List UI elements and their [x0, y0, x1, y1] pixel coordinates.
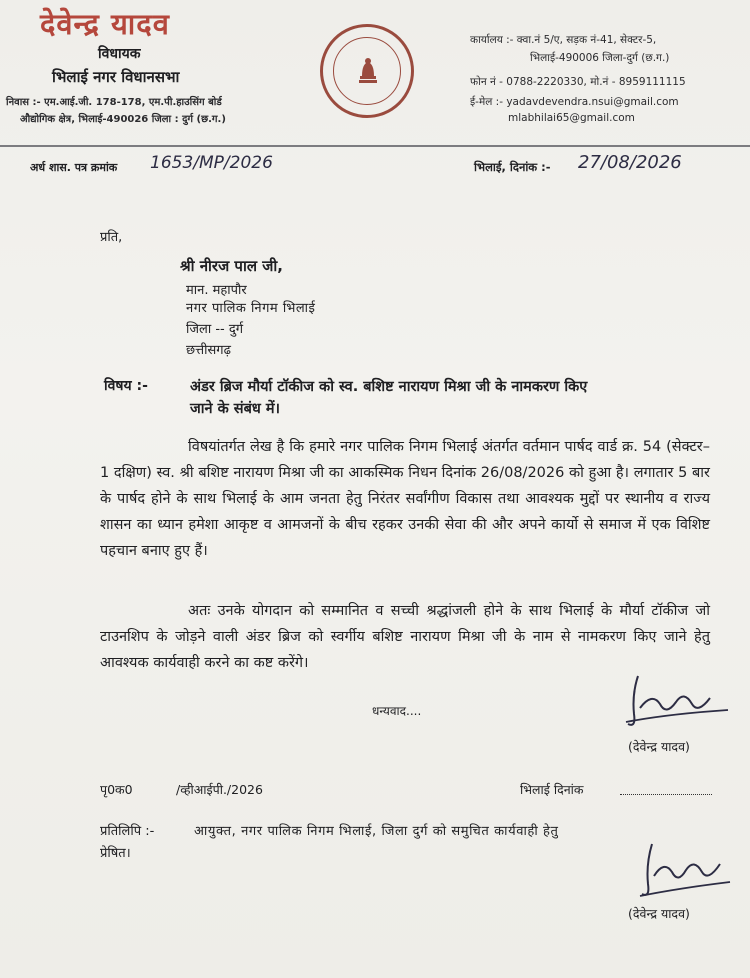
email-line2: mlabhilai65@gmail.com — [508, 112, 635, 124]
sender-name: देवेन्द्र यादव — [40, 7, 170, 41]
letterhead-divider — [0, 145, 750, 147]
copy-to-label: प्रतिलिपि :- — [100, 824, 155, 839]
subject-line2: जाने के संबंध में। — [190, 401, 281, 417]
date-blank-line — [620, 794, 712, 795]
sender-designation: विधायक — [98, 46, 141, 62]
recipient-state: छत्तीसगढ़ — [186, 343, 231, 358]
residence-address-line1: निवास :- एम.आई.जी. 178-178, एम.पी.हाउसिंग बोर्ड — [6, 97, 222, 108]
phone-line: फोन नं - 0788-2220330, मो.नं - 8959111115 — [470, 76, 686, 88]
endorsement-ref-value: /व्हीआईपी./2026 — [176, 782, 263, 797]
recipient-title: मान. महापौर — [186, 283, 247, 298]
body-paragraph-1: विषयांतर्गत लेख है कि हमारे नगर पालिक निगम भिलाई अंतर्गत वर्तमान पार्षद वार्ड क्र. 54 (सेक्टर–1 दक्षिण) स्व. श्री बशिष्ट नारायण मिश्रा जी का आकस्मिक निधन दिनांक 26/08/2026 को हुआ है। लगातार 5 बार के पार्षद होने के साथ भिलाई के आम जनता हेतु निरंतर सर्वांगीण विकास तथा आवश्यक मुद्दों पर स्थानीय व राज्य शासन का ध्यान हमेशा आकृष्ट व आमजनों के बीच रहकर उनकी सेवा की और अपने कार्यो से समाज में एक विशिष्ट पहचान बनाए हुए हैं। — [100, 439, 710, 559]
handwritten-signature-1 — [618, 664, 738, 734]
place-date-label: भिलाई, दिनांक :- — [474, 160, 551, 174]
lion-capital-icon — [356, 56, 380, 86]
subject-line1: अंडर ब्रिज मौर्या टॉकीज को स्व. बशिष्ट नारायण मिश्रा जी के नामकरण किए — [190, 379, 588, 395]
endorsement-ref-label: पृ0क0 — [100, 782, 133, 797]
endorsement-place-date: भिलाई दिनांक — [520, 782, 584, 797]
signatory-name-2: (देवेन्द्र यादव) — [628, 906, 690, 921]
residence-address-line2: औद्योगिक क्षेत्र, भिलाई-490026 जिला : दुर्ग (छ.ग.) — [20, 114, 226, 125]
subject-label: विषय :- — [104, 378, 148, 394]
office-address-line1: कार्यालय :- क्वा.नं 5/ए, सड़क नं-41, सेक्टर-5, — [470, 34, 657, 46]
body-paragraph-2: अतः उनके योगदान को सम्मानित व सच्ची श्रद्धांजली होने के साथ भिलाई के मौर्या टॉकीज जो टाउनशिप के जोड़ने वाली अंडर ब्रिज को स्वर्गीय बशिष्ट नारायण मिश्रा जी के नाम से नामकरण किए जाने हेतु आवश्यक कार्यवाही करने का कष्ट करेंगे। — [100, 603, 710, 671]
letter-date-handwritten: 27/08/2026 — [578, 152, 682, 173]
ref-number-handwritten: 1653/MP/2026 — [150, 153, 273, 173]
signatory-name-1: (देवेन्द्र यादव) — [628, 739, 690, 754]
copy-to-line1: आयुक्त, नगर पालिक निगम भिलाई, जिला दुर्ग को समुचित कार्यवाही हेतु — [194, 824, 559, 839]
official-seal-emblem — [320, 24, 414, 118]
recipient-district: जिला -- दुर्ग — [186, 322, 244, 337]
handwritten-signature-2 — [630, 838, 740, 908]
office-address-line2: भिलाई-490006 जिला-दुर्ग (छ.ग.) — [530, 52, 670, 64]
email-line1: ई-मेल :- yadavdevendra.nsui@gmail.com — [470, 96, 679, 108]
ref-number-label: अर्ध शास. पत्र क्रमांक — [30, 161, 118, 174]
recipient-org: नगर पालिक निगम भिलाई — [186, 301, 316, 316]
sender-constituency: भिलाई नगर विधानसभा — [52, 68, 180, 86]
copy-to-line2: प्रेषित। — [100, 846, 131, 861]
thanks-text: धन्यवाद.... — [372, 704, 422, 718]
recipient-name: श्री नीरज पाल जी, — [180, 257, 283, 275]
prati-label: प्रति, — [100, 230, 123, 245]
